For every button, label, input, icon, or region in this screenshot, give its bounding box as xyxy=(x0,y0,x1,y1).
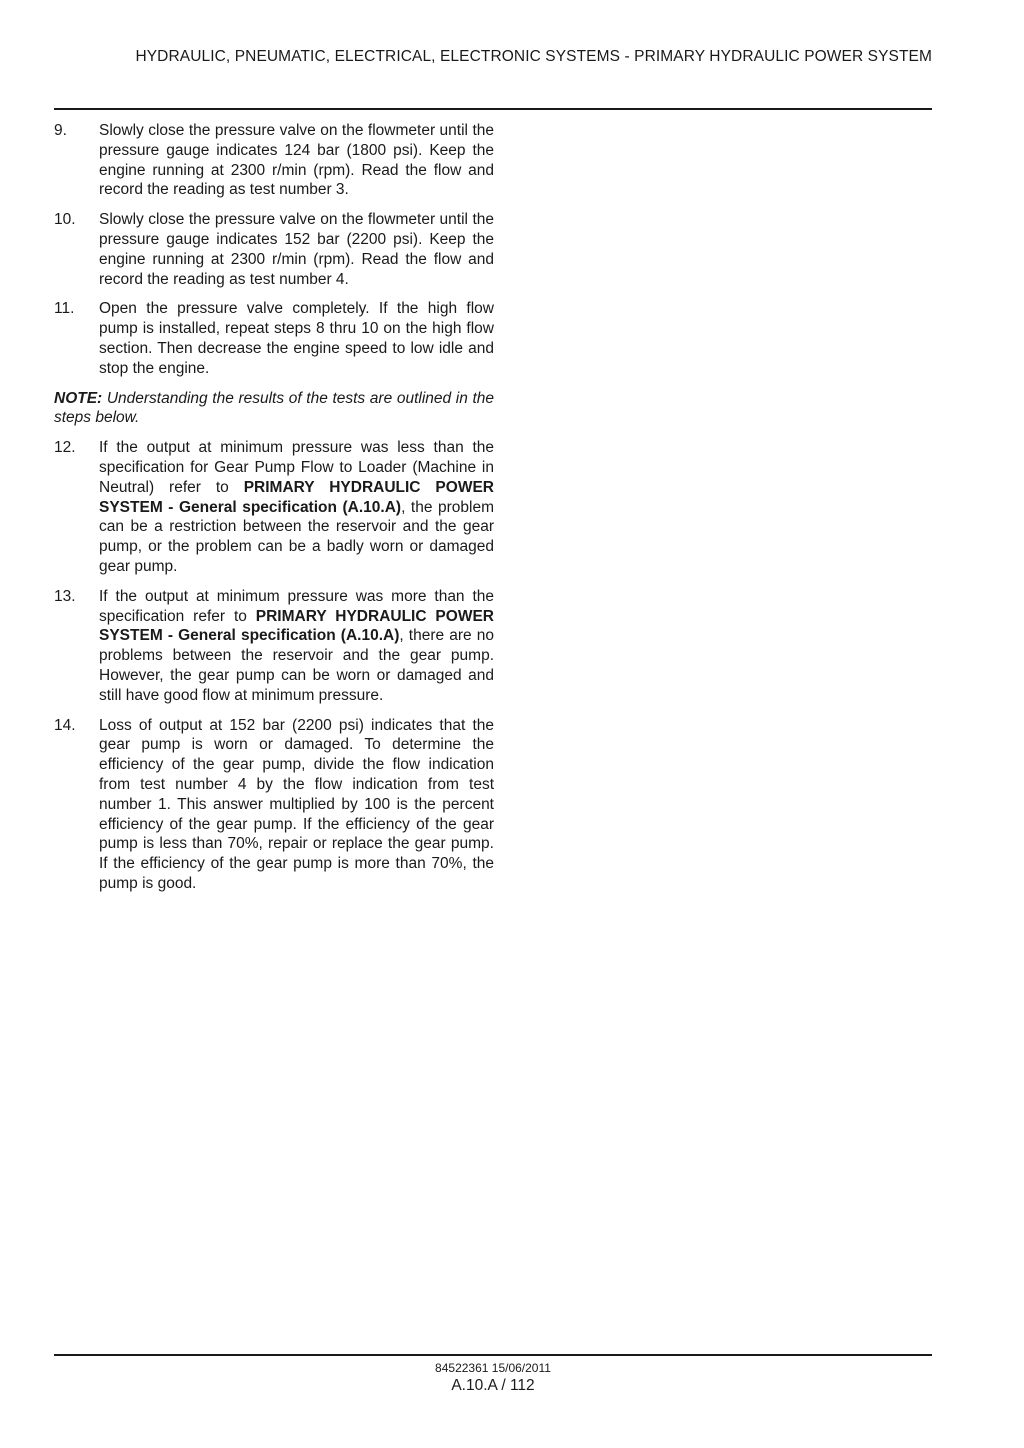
main-content xyxy=(54,121,494,904)
step-text: Slowly close the pressure valve on the flowmeter until the pressure gauge indicates 124 bar (1800 psi). Keep the engine running at 2300 r/min (rpm). Read the flow and record the reading as test number 3. xyxy=(99,122,494,199)
step-12 xyxy=(54,438,494,577)
step-text: Loss of output at 152 bar (2200 psi) indicates that the gear pump is worn or damaged. To determine the efficiency of the gear pump, divide the flow indication from test number 4 by the flow indication from test number 1. This answer multiplied by 100 is the percent efficiency of the gear pump. If the efficiency of the gear pump is less than 70%, repair or replace the gear pump. If the efficiency of the gear pump is more than 70%, the pump is good. xyxy=(99,716,494,892)
step-10 xyxy=(54,210,494,289)
footer-document-info: 84522361 15/06/2011 xyxy=(435,1361,551,1375)
header-divider xyxy=(54,108,932,110)
step-11 xyxy=(54,299,494,378)
note-label: NOTE: xyxy=(54,389,103,407)
step-14 xyxy=(54,716,494,894)
step-text: Slowly close the pressure valve on the flowmeter until the pressure gauge indicates 152 bar (2200 psi). Keep the engine running at 2300 r/min (rpm). Read the flow and record the reading as test number 4. xyxy=(99,211,494,288)
step-number: 14. xyxy=(54,716,76,734)
step-text xyxy=(99,587,494,706)
step-number: 10. xyxy=(54,211,76,229)
spec-reference-link[interactable]: PRIMARY HYDRAULIC POWER SYSTEM - General specification (A.10.A) xyxy=(99,478,494,516)
step-text: Open the pressure valve completely. If the high flow pump is installed, repeat steps 8 thru 10 on the high flow section. Then decrease the engine speed to low idle and stop the engine. xyxy=(99,300,494,377)
step-number: 11. xyxy=(54,300,75,318)
step-text-part: If the output at minimum pressure was less than the specification for Gear Pump Flow to Loader (Machine in Neutral) refer to xyxy=(99,439,494,496)
step-number: 13. xyxy=(54,587,76,605)
step-number: 12. xyxy=(54,439,76,457)
step-text-part: , there are no problems between the reservoir and the gear pump. However, the gear pump can be worn or damaged and still have good flow at minimum pressure. xyxy=(99,627,494,704)
note-paragraph xyxy=(54,389,494,429)
step-text-part: If the output at minimum pressure was more than the specification refer to xyxy=(99,587,494,625)
page-header-title: HYDRAULIC, PNEUMATIC, ELECTRICAL, ELECTRONIC SYSTEMS - PRIMARY HYDRAULIC POWER SYSTEM xyxy=(135,48,932,65)
footer-page-reference: A.10.A / 112 xyxy=(451,1377,535,1394)
step-number: 9. xyxy=(54,122,67,139)
step-9 xyxy=(54,121,494,200)
footer-divider xyxy=(54,1354,932,1356)
note-text: Understanding the results of the tests are outlined in the steps below. xyxy=(54,389,494,427)
step-text-part: , the problem can be a restriction between the reservoir and the gear pump, or the problem can be a badly worn or damaged gear pump. xyxy=(99,498,494,575)
step-text xyxy=(99,438,494,577)
step-13 xyxy=(54,587,494,706)
spec-reference-link[interactable]: PRIMARY HYDRAULIC POWER SYSTEM - General specification (A.10.A) xyxy=(99,607,494,645)
